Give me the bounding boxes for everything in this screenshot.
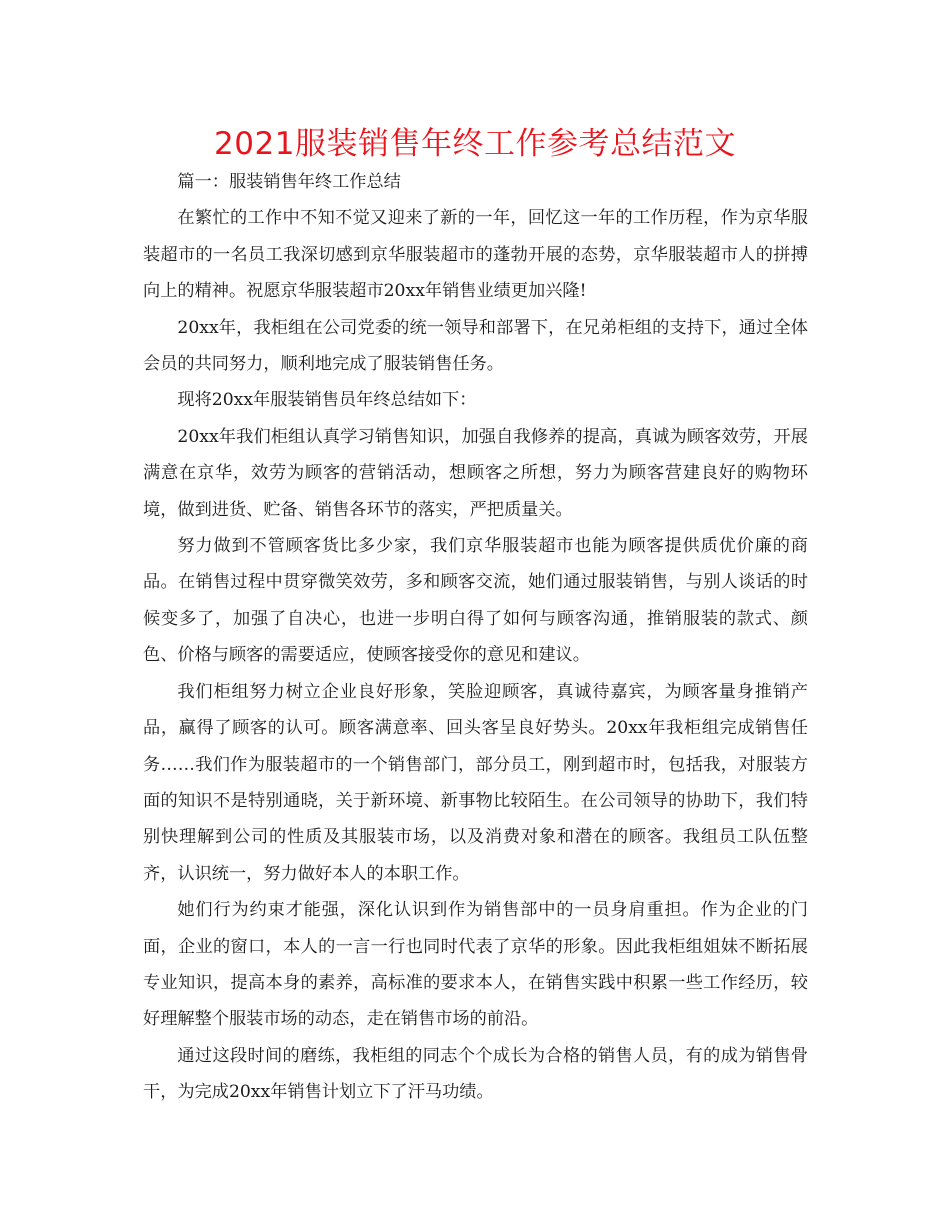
- section-heading: 篇一：服装销售年终工作总结: [177, 172, 401, 192]
- paragraph: 现将20xx年服装销售员年终总结如下：: [177, 390, 477, 411]
- document-title: 2021服装销售年终工作参考总结范文: [214, 126, 736, 162]
- paragraph: 我们柜组努力树立企业良好形象，笑脸迎顾客，真诚待嘉宾，为顾客量身推销产品，赢得了顾客的认可。顾客满意率、回头客呈良好势头。20xx年我柜组完成销售任务……我们作为服装超市的一个销售部门，部分员工，刚到超市时，包括我，对服装方面的知识不是特别通晓，关于新环境、新事物比较陌生。在公司领导的协助下，我们特别快理解到公司的性质及其服装市场，以及消费对象和潜在的顾客。我组员工队伍整齐，认识统一，努力做好本人的本职工作。: [143, 681, 808, 884]
- paragraph: 她们行为约束才能强，深化认识到作为销售部中的一员身肩重担。作为企业的门面，企业的窗口，本人的一言一行也同时代表了京华的形象。因此我柜组姐妹不断拓展专业知识，提高本身的素养，高标准的要求本人，在销售实践中积累一些工作经历，较好理解整个服装市场的动态，走在销售市场的前沿。: [143, 900, 808, 1030]
- paragraph: 努力做到不管顾客货比多少家，我们京华服装超市也能为顾客提供质优价廉的商品。在销售过程中贯穿微笑效劳，多和顾客交流，她们通过服装销售，与别人谈话的时候变多了，加强了自决心，也进一步明白得了如何与顾客沟通，推销服装的款式、颜色、价格与顾客的需要适应，使顾客接受你的意见和建议。: [143, 536, 808, 666]
- document-body: [143, 164, 808, 1111]
- paragraph: 20xx年我们柜组认真学习销售知识，加强自我修养的提高，真诚为顾客效劳，开展满意在京华，效劳为顾客的营销活动，想顾客之所想，努力为顾客营建良好的购物环境，做到进货、贮备、销售各环节的落实，严把质量关。: [143, 426, 808, 520]
- paragraph: 通过这段时间的磨练，我柜组的同志个个成长为合格的销售人员，有的成为销售骨干，为完成20xx年销售计划立下了汗马功绩。: [143, 1045, 808, 1103]
- paragraph: 在繁忙的工作中不知不觉又迎来了新的一年，回忆这一年的工作历程，作为京华服装超市的一名员工我深切感到京华服装超市的蓬勃开展的态势，京华服装超市人的拼搏向上的精神。祝愿京华服装超市20xx年销售业绩更加兴隆!: [143, 208, 808, 302]
- paragraph: 20xx年，我柜组在公司党委的统一领导和部署下，在兄弟柜组的支持下，通过全体会员的共同努力，顺利地完成了服装销售任务。: [143, 317, 808, 375]
